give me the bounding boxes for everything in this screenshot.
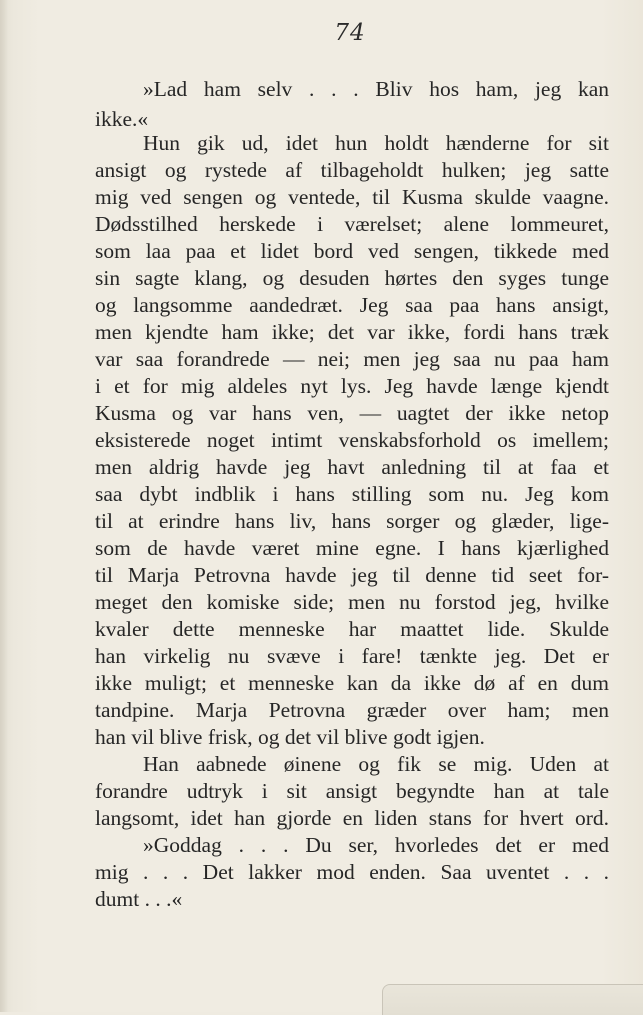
text-line: saa dybt indblik i hans stilling som nu. Jeg kom — [95, 482, 609, 506]
text-line: langsomt, idet han gjorde en liden stans for hvert ord. — [95, 806, 609, 830]
text-line: sin sagte klang, og desuden hørtes den syges tunge — [95, 266, 609, 290]
text-line: ansigt og rystede af tilbageholdt hulken; jeg satte — [95, 158, 609, 182]
text-line: eksisterede noget intimt venskabsforhold os imellem; — [95, 428, 609, 452]
text-line: Dødsstilhed herskede i værelset; alene lommeuret, — [95, 212, 609, 236]
text-line: han virkelig nu svæve i fare! tænkte jeg. Det er — [95, 644, 609, 668]
text-line: Kusma og var hans ven, — uagtet der ikke netop — [95, 401, 609, 425]
text-line: mig . . . Det lakker mod enden. Saa uventet . . . — [95, 860, 609, 884]
text-line: som de havde været mine egne. I hans kjærlighed — [95, 536, 609, 560]
text-line: han vil blive frisk, og det vil blive godt igjen. — [95, 725, 485, 749]
text-line: mig ved sengen og ventede, til Kusma skulde vaagne. — [95, 185, 609, 209]
text-line: og langsomme aandedræt. Jeg saa paa hans ansigt, — [95, 293, 609, 317]
text-line: »Lad ham selv . . . Bliv hos ham, jeg kan — [143, 77, 609, 101]
text-line: i et for mig aldeles nyt lys. Jeg havde længe kjendt — [95, 374, 609, 398]
text-line: ikke muligt; et menneske kan da ikke dø af en dum — [95, 671, 609, 695]
paper-edge — [382, 984, 643, 1015]
text-line: men kjendte ham ikke; det var ikke, fordi hans træk — [95, 320, 609, 344]
text-line: forandre udtryk i sit ansigt begyndte han at tale — [95, 779, 609, 803]
text-line: »Goddag . . . Du ser, hvorledes det er med — [143, 833, 609, 857]
text-line: dumt . . .« — [95, 887, 183, 911]
text-line: ikke.« — [95, 107, 149, 131]
text-line: til Marja Petrovna havde jeg til denne tid seet for- — [95, 563, 609, 587]
text-line: var saa forandrede — nei; men jeg saa nu paa ham — [95, 347, 609, 371]
text-line: Han aabnede øinene og fik se mig. Uden at — [143, 752, 609, 776]
text-line: tandpine. Marja Petrovna græder over ham; men — [95, 698, 609, 722]
text-line: til at erindre hans liv, hans sorger og glæder, lige- — [95, 509, 609, 533]
page-number: 74 — [334, 20, 366, 46]
text-line: men aldrig havde jeg havt anledning til at faa et — [95, 455, 609, 479]
text-line: som laa paa et lidet bord ved sengen, tikkede med — [95, 239, 609, 263]
text-line: meget den komiske side; men nu forstod jeg, hvilke — [95, 590, 609, 614]
text-line: kvaler dette menneske har maattet lide. Skulde — [95, 617, 609, 641]
text-line: Hun gik ud, idet hun holdt hænderne for sit — [143, 131, 609, 155]
binding-shadow — [0, 0, 8, 1012]
